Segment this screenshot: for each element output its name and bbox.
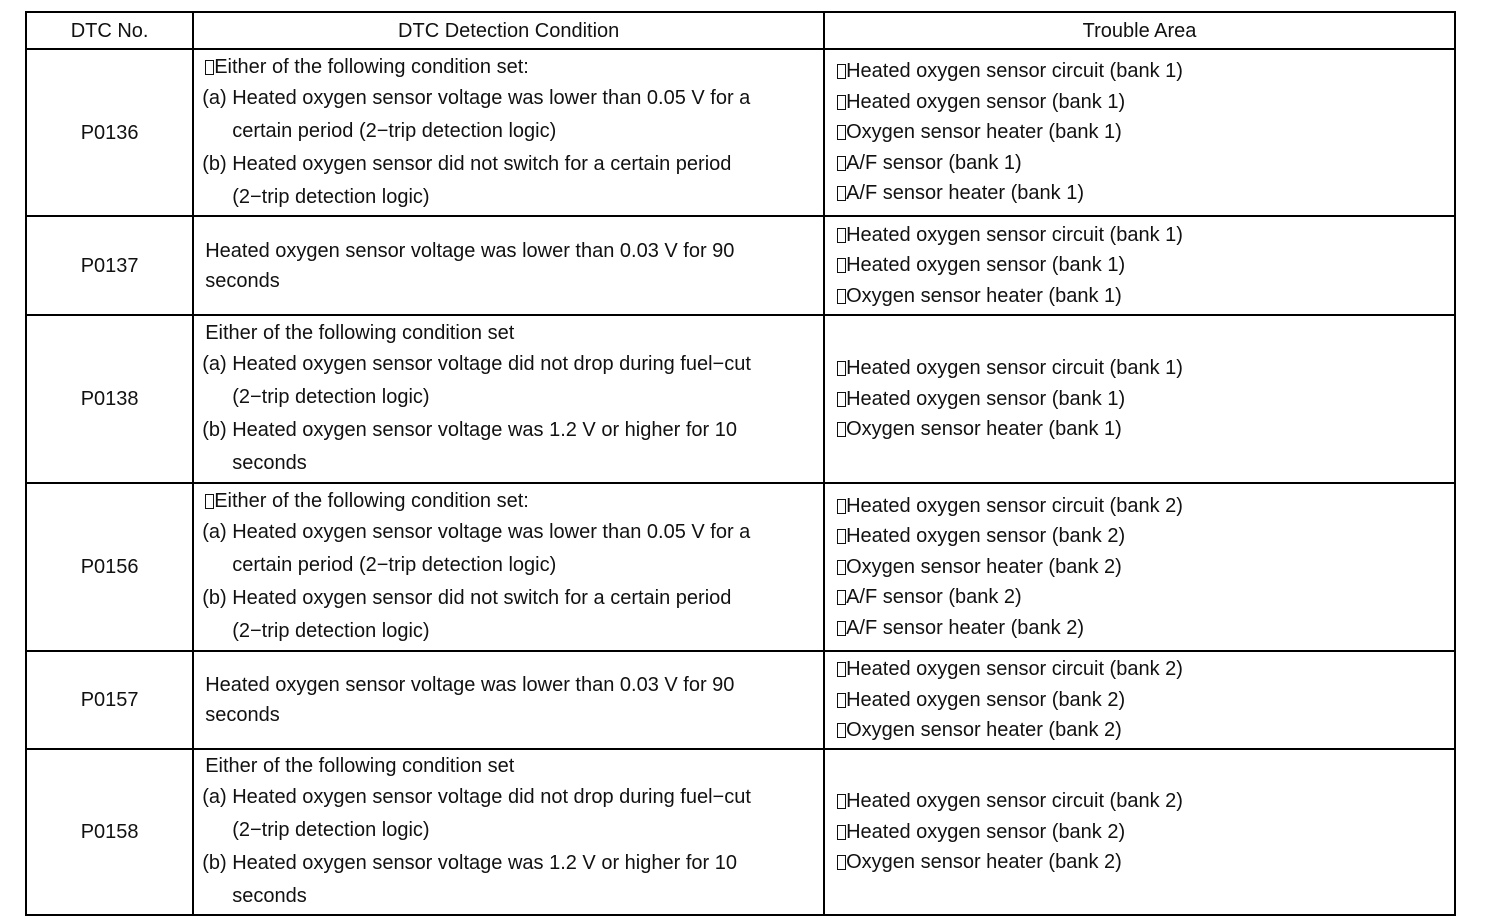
detection-condition-cell (193, 315, 824, 483)
trouble-area-item (837, 414, 1444, 444)
detection-condition-cell (193, 749, 824, 915)
condition-item-label: (b) (202, 852, 227, 874)
trouble-area-text: Heated oxygen sensor circuit (bank 2) (846, 658, 1183, 681)
condition-item (202, 847, 815, 913)
trouble-area-item (837, 281, 1444, 311)
trouble-area-cell (824, 749, 1455, 915)
trouble-area-text: A/F sensor heater (bank 2) (846, 616, 1084, 639)
trouble-area-item (837, 847, 1444, 877)
condition-item (202, 516, 815, 582)
condition-item-continuation: seconds (232, 885, 307, 907)
condition-item-text: Heated oxygen sensor voltage was 1.2 V or higher for 10 (232, 852, 737, 874)
dtc-code: P0157 (26, 651, 193, 749)
condition-text: Heated oxygen sensor voltage was lower than 0.03 V for 90 (205, 239, 735, 262)
dtc-table (25, 11, 1456, 916)
checkbox-glyph-icon (205, 494, 214, 509)
trouble-area-text: Heated oxygen sensor (bank 2) (846, 820, 1126, 843)
trouble-area-item (837, 817, 1444, 847)
checkbox-glyph-icon (837, 794, 846, 809)
checkbox-glyph-icon (837, 289, 846, 304)
checkbox-glyph-icon (837, 422, 846, 437)
table-body (26, 49, 1455, 915)
header-dtc-no: DTC No. (26, 12, 193, 49)
trouble-area-item (837, 613, 1444, 643)
condition-item-label: (b) (202, 152, 227, 175)
trouble-area-item (837, 250, 1444, 280)
condition-item (202, 582, 815, 648)
trouble-area-item (837, 715, 1444, 745)
condition-item-label: (a) (202, 353, 227, 375)
condition-item (202, 82, 815, 148)
trouble-area-item (837, 87, 1444, 117)
dtc-code: P0138 (26, 315, 193, 483)
trouble-area-text: Heated oxygen sensor circuit (bank 1) (846, 223, 1183, 246)
condition-item (202, 148, 815, 214)
checkbox-glyph-icon (837, 529, 846, 544)
condition-item-label: (b) (202, 587, 227, 609)
trouble-area-text: Heated oxygen sensor circuit (bank 1) (846, 357, 1183, 380)
table-row (26, 315, 1455, 483)
table-row (26, 49, 1455, 216)
condition-lead-text: Either of the following condition set (205, 322, 515, 344)
trouble-area-text: Oxygen sensor heater (bank 1) (846, 418, 1122, 441)
condition-item-text: Heated oxygen sensor did not switch for a certain period (232, 587, 732, 609)
dtc-code: P0158 (26, 749, 193, 915)
trouble-area-text: Heated oxygen sensor (bank 2) (846, 688, 1126, 711)
condition-item-label: (a) (202, 786, 227, 808)
trouble-area-item (837, 220, 1444, 250)
checkbox-glyph-icon (837, 186, 846, 201)
checkbox-glyph-icon (837, 855, 846, 870)
checkbox-glyph-icon (837, 361, 846, 376)
checkbox-glyph-icon (837, 499, 846, 514)
checkbox-glyph-icon (837, 125, 846, 140)
condition-item (202, 781, 815, 847)
condition-item-continuation: (2−trip detection logic) (232, 819, 430, 841)
checkbox-glyph-icon (837, 64, 846, 79)
trouble-area-item (837, 786, 1444, 816)
condition-item-label: (b) (202, 419, 227, 441)
trouble-area-text: Oxygen sensor heater (bank 2) (846, 719, 1122, 742)
trouble-area-text: Oxygen sensor heater (bank 2) (846, 555, 1122, 578)
trouble-area-item (837, 117, 1444, 147)
dtc-code: P0136 (26, 49, 193, 216)
table-row (26, 483, 1455, 651)
trouble-area-item (837, 178, 1444, 208)
condition-item (202, 348, 815, 414)
trouble-area-text: Heated oxygen sensor circuit (bank 2) (846, 790, 1183, 813)
trouble-area-text: A/F sensor (bank 1) (846, 151, 1022, 174)
checkbox-glyph-icon (837, 392, 846, 407)
header-detection-condition: DTC Detection Condition (193, 12, 824, 49)
condition-item-continuation: (2−trip detection logic) (232, 185, 430, 208)
table-header-row (26, 12, 1455, 49)
trouble-area-text: Heated oxygen sensor (bank 1) (846, 254, 1126, 277)
trouble-area-cell (824, 49, 1455, 216)
condition-lead-text: Either of the following condition set: (214, 490, 529, 512)
trouble-area-cell (824, 315, 1455, 483)
checkbox-glyph-icon (837, 825, 846, 840)
condition-item-continuation: (2−trip detection logic) (232, 386, 430, 408)
checkbox-glyph-icon (837, 156, 846, 171)
trouble-area-cell (824, 483, 1455, 651)
condition-item-text: Heated oxygen sensor voltage did not drop during fuel−cut (232, 353, 751, 375)
detection-condition-cell (193, 483, 824, 651)
condition-item-text: Heated oxygen sensor did not switch for a certain period (232, 152, 732, 175)
checkbox-glyph-icon (205, 60, 214, 75)
condition-lead-text: Either of the following condition set (205, 755, 515, 777)
trouble-area-item (837, 552, 1444, 582)
condition-lead (202, 52, 815, 82)
condition-text-continuation: seconds (205, 269, 280, 292)
detection-condition-cell (193, 49, 824, 216)
checkbox-glyph-icon (837, 560, 846, 575)
trouble-area-text: Heated oxygen sensor (bank 1) (846, 90, 1126, 113)
condition-item-text: Heated oxygen sensor voltage did not drop during fuel−cut (232, 786, 751, 808)
checkbox-glyph-icon (837, 621, 846, 636)
condition-item-continuation: certain period (2−trip detection logic) (232, 554, 557, 576)
condition-item-text: Heated oxygen sensor voltage was lower than 0.05 V for a (232, 86, 751, 109)
trouble-area-item (837, 148, 1444, 178)
trouble-area-text: A/F sensor heater (bank 1) (846, 182, 1084, 205)
checkbox-glyph-icon (837, 95, 846, 110)
trouble-area-text: Oxygen sensor heater (bank 1) (846, 284, 1122, 307)
condition-item-continuation: (2−trip detection logic) (232, 620, 430, 642)
condition-lead (202, 486, 815, 516)
condition-item-label: (a) (202, 86, 227, 109)
trouble-area-item (837, 685, 1444, 715)
condition-lead (202, 318, 815, 348)
condition-item-text: Heated oxygen sensor voltage was 1.2 V or higher for 10 (232, 419, 737, 441)
condition-lead (202, 751, 815, 781)
condition-lead-text: Either of the following condition set: (214, 55, 529, 78)
condition-item-continuation: seconds (232, 452, 307, 474)
dtc-code: P0137 (26, 216, 193, 315)
trouble-area-item (837, 491, 1444, 521)
condition-item (202, 414, 815, 480)
dtc-code: P0156 (26, 483, 193, 651)
detection-condition-cell (193, 216, 824, 315)
trouble-area-text: Heated oxygen sensor circuit (bank 2) (846, 494, 1183, 517)
condition-item-label: (a) (202, 521, 227, 543)
trouble-area-item (837, 582, 1444, 612)
trouble-area-item (837, 353, 1444, 383)
trouble-area-text: A/F sensor (bank 2) (846, 586, 1022, 609)
trouble-area-item (837, 384, 1444, 414)
trouble-area-item (837, 56, 1444, 86)
trouble-area-item (837, 654, 1444, 684)
checkbox-glyph-icon (837, 590, 846, 605)
checkbox-glyph-icon (837, 723, 846, 738)
trouble-area-cell (824, 216, 1455, 315)
condition-item-text: Heated oxygen sensor voltage was lower than 0.05 V for a (232, 521, 751, 543)
checkbox-glyph-icon (837, 662, 846, 677)
trouble-area-text: Oxygen sensor heater (bank 1) (846, 121, 1122, 144)
checkbox-glyph-icon (837, 693, 846, 708)
table-row (26, 216, 1455, 315)
trouble-area-text: Heated oxygen sensor (bank 1) (846, 387, 1126, 410)
header-trouble-area: Trouble Area (824, 12, 1455, 49)
trouble-area-cell (824, 651, 1455, 749)
table-row (26, 651, 1455, 749)
detection-condition-cell (193, 651, 824, 749)
condition-text: Heated oxygen sensor voltage was lower than 0.03 V for 90 (205, 674, 735, 696)
condition-item-continuation: certain period (2−trip detection logic) (232, 119, 557, 142)
trouble-area-text: Heated oxygen sensor circuit (bank 1) (846, 60, 1183, 83)
table-row (26, 749, 1455, 915)
trouble-area-text: Heated oxygen sensor (bank 2) (846, 525, 1126, 548)
trouble-area-item (837, 521, 1444, 551)
checkbox-glyph-icon (837, 228, 846, 243)
trouble-area-text: Oxygen sensor heater (bank 2) (846, 851, 1122, 874)
checkbox-glyph-icon (837, 258, 846, 273)
condition-text-continuation: seconds (205, 704, 280, 726)
